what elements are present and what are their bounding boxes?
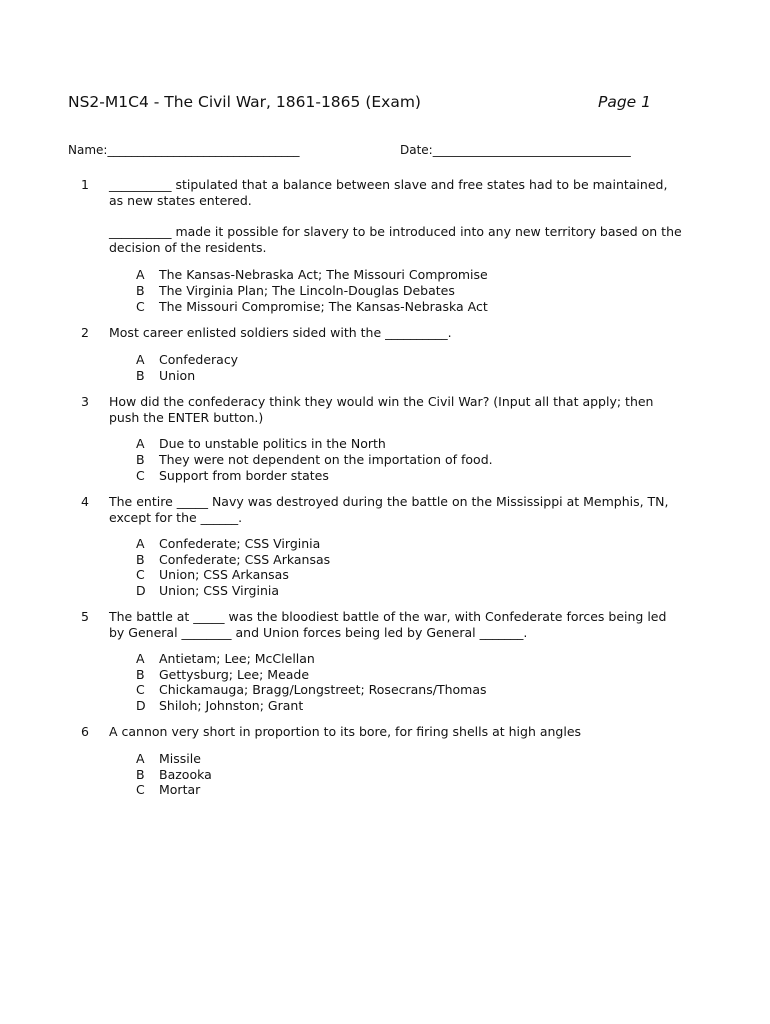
option-text: Antietam; Lee; McClellan: [159, 651, 315, 666]
option-letter: B: [136, 452, 145, 467]
answer-option[interactable]: [136, 436, 386, 452]
answer-option[interactable]: [136, 667, 309, 683]
option-letter: B: [136, 552, 145, 567]
option-text: Confederate; CSS Arkansas: [159, 552, 331, 567]
answer-option[interactable]: [136, 368, 195, 384]
question-text: The entire _____ Navy was destroyed during the battle on the Mississippi at Memphis, TN, except for the ______.: [109, 494, 669, 525]
option-letter: B: [136, 767, 145, 782]
option-text: Mortar: [159, 782, 201, 797]
option-letter: A: [136, 536, 145, 551]
answer-option[interactable]: [136, 283, 455, 299]
option-text: They were not dependent on the importation of food.: [159, 452, 493, 467]
option-text: Due to unstable politics in the North: [159, 436, 386, 451]
option-letter: B: [136, 667, 145, 682]
option-letter: D: [136, 583, 146, 598]
answer-option[interactable]: [136, 767, 212, 783]
option-letter: C: [136, 468, 145, 483]
option-text: Missile: [159, 751, 201, 766]
answer-option[interactable]: [136, 782, 200, 798]
exam-title: NS2-M1C4 - The Civil War, 1861-1865 (Exam): [68, 93, 421, 111]
option-text: Shiloh; Johnston; Grant: [159, 698, 304, 713]
answer-option[interactable]: [136, 267, 488, 283]
option-letter: C: [136, 299, 145, 314]
option-letter: A: [136, 651, 145, 666]
option-text: Union; CSS Arkansas: [159, 567, 289, 582]
option-letter: A: [136, 267, 145, 282]
option-letter: A: [136, 352, 145, 367]
option-text: Confederate; CSS Virginia: [159, 536, 321, 551]
question-text: __________ stipulated that a balance between slave and free states had to be maintained, as new states entered.: [109, 177, 668, 208]
question-text: How did the confederacy think they would win the Civil War? (Input all that apply; then push the ENTER button.): [109, 394, 654, 425]
option-letter: D: [136, 698, 146, 713]
question-text-part-2: __________ made it possible for slavery to be introduced into any new territory based on the decision of the residents.: [109, 224, 682, 255]
option-text: The Missouri Compromise; The Kansas-Nebraska Act: [159, 299, 488, 314]
option-letter: B: [136, 283, 145, 298]
answer-option[interactable]: [136, 552, 330, 568]
option-text: Bazooka: [159, 767, 212, 782]
option-letter: A: [136, 436, 145, 451]
name-field: Name:________________________________: [68, 143, 300, 157]
question-text: A cannon very short in proportion to its bore, for firing shells at high angles: [109, 724, 582, 739]
option-text: Chickamauga; Bragg/Longstreet; Rosecrans/Thomas: [159, 682, 487, 697]
answer-option[interactable]: [136, 751, 201, 767]
option-text: Union; CSS Virginia: [159, 583, 280, 598]
question-number: 1: [81, 177, 89, 192]
answer-option[interactable]: [136, 468, 329, 484]
option-letter: C: [136, 567, 145, 582]
answer-option[interactable]: [136, 352, 238, 368]
option-text: Support from border states: [159, 468, 329, 483]
answer-option[interactable]: [136, 583, 279, 599]
option-letter: B: [136, 368, 145, 383]
answer-option[interactable]: [136, 698, 303, 714]
date-field: Date:_________________________________: [400, 143, 631, 157]
answer-option[interactable]: [136, 567, 289, 583]
option-text: The Virginia Plan; The Lincoln-Douglas Debates: [159, 283, 455, 298]
option-letter: A: [136, 751, 145, 766]
question-number: 5: [81, 609, 89, 624]
question-number: 2: [81, 325, 89, 340]
page-number: Page 1: [598, 93, 652, 111]
answer-option[interactable]: [136, 299, 488, 315]
answer-option[interactable]: [136, 651, 315, 667]
question-number: 3: [81, 394, 89, 409]
option-text: The Kansas-Nebraska Act; The Missouri Compromise: [159, 267, 488, 282]
question-number: 4: [81, 494, 89, 509]
option-letter: C: [136, 682, 145, 697]
question-text: The battle at _____ was the bloodiest battle of the war, with Confederate forces being led by General ________ and Union forces being led by General _______.: [109, 609, 667, 640]
answer-option[interactable]: [136, 682, 487, 698]
question-number: 6: [81, 724, 89, 739]
option-letter: C: [136, 782, 145, 797]
option-text: Gettysburg; Lee; Meade: [159, 667, 310, 682]
question-text: Most career enlisted soldiers sided with the __________.: [109, 325, 452, 340]
answer-option[interactable]: [136, 536, 320, 552]
option-text: Union: [159, 368, 196, 383]
option-text: Confederacy: [159, 352, 239, 367]
answer-option[interactable]: [136, 452, 493, 468]
